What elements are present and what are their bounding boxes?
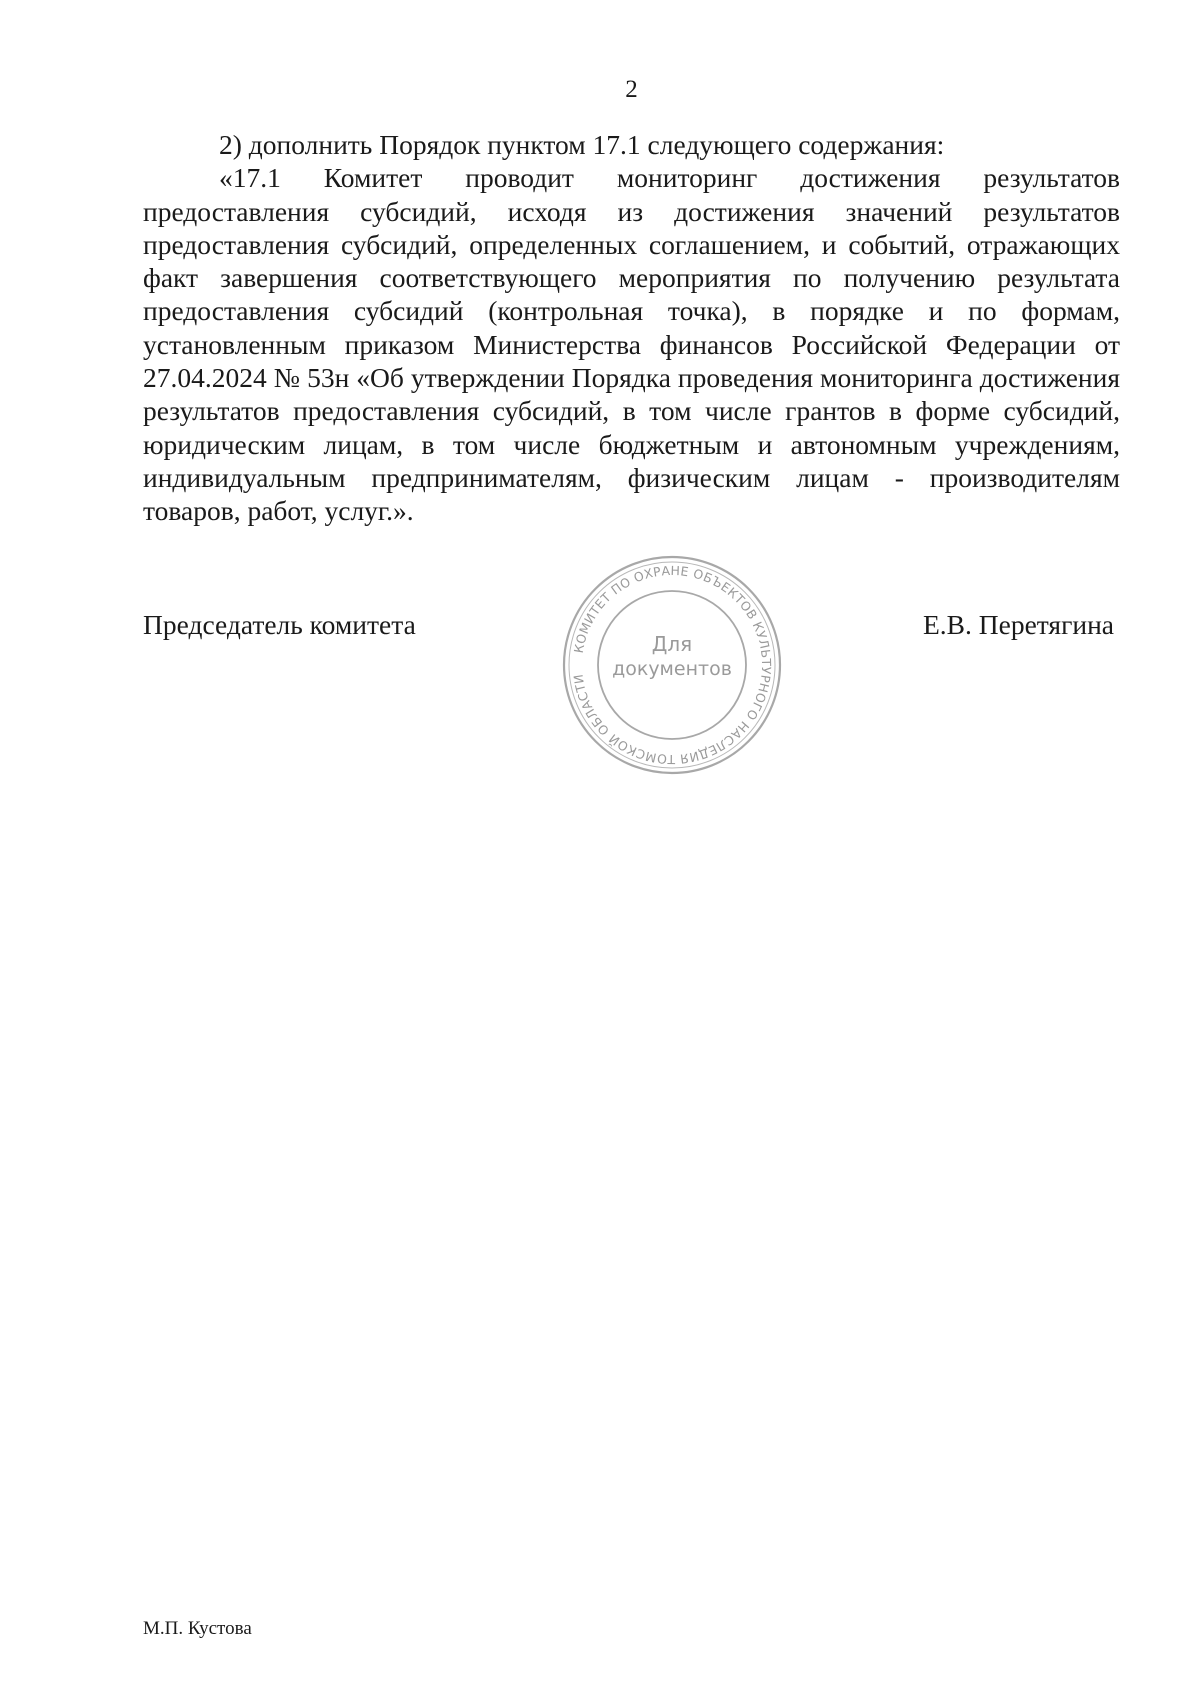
official-stamp — [558, 551, 786, 779]
amendment-intro: 2) дополнить Порядок пунктом 17.1 следующего содержания: — [219, 129, 945, 160]
stamp-line1: Для — [651, 632, 693, 656]
signatory-name: Е.В. Перетягина — [922, 609, 1114, 640]
page-number: 2 — [625, 76, 638, 103]
document-body — [143, 128, 1120, 528]
stamp-ring-text: КОМИТЕТ ПО ОХРАНЕ ОБЪЕКТОВ КУЛЬТУРНОГО НАСЛЕДИЯ ТОМСКОЙ ОБЛАСТИ — [570, 562, 775, 768]
signatory-position: Председатель комитета — [143, 609, 416, 640]
executor-name: М.П. Кустова — [143, 1618, 252, 1639]
stamp-line2: документов — [612, 658, 732, 680]
amendment-text: «17.1 Комитет проводит мониторинг достижения результатов предоставления субсидий, исходя из достижения значений результатов предоставления субсидий, определенных соглашением, и событий, отражающих факт завершения соответствующего мероприятия по получению результата предоставления субсидий (контрольная точка), в порядке и по формам, установленным приказом Министерства финансов Российской Федерации от 27.04.2024 № 53н «Об утверждении Порядка проведения мониторинга достижения результатов предоставления субсидий, в том числе грантов в форме субсидий, юридическим лицам, в том числе бюджетным и автономным учреждениям, индивидуальным предпринимателям, физическим лицам - производителям товаров, работ, услуг.». — [143, 162, 1120, 527]
